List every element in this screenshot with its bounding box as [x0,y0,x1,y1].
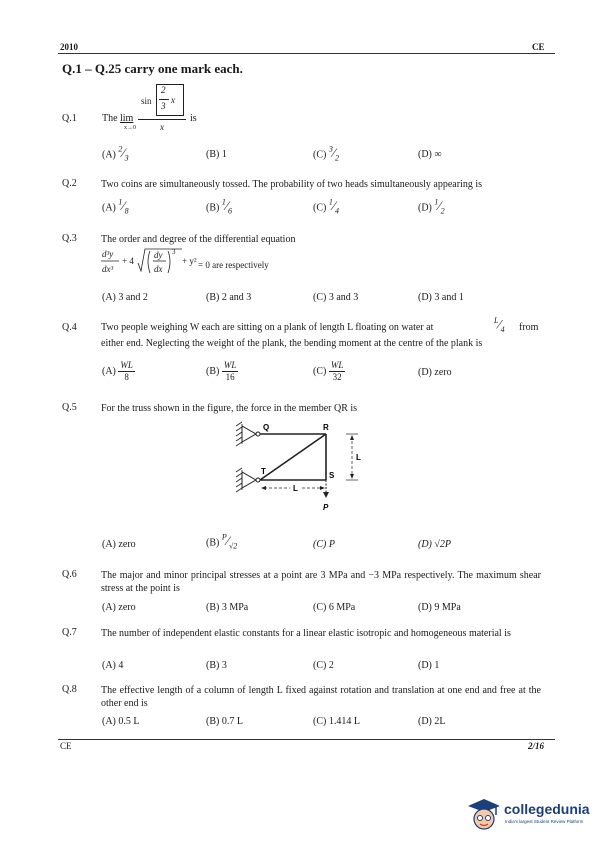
option-b: (B) 3 MPa [206,602,249,613]
q1-lim-sub: x→0 [124,125,136,131]
q3-equation-tail: = 0 are respectively [198,260,269,270]
section-title: Q.1 – Q.25 carry one mark each. [62,61,243,76]
option-a: (A) $^1⁄_8$ [102,198,129,216]
graduate-mascot-icon [466,797,502,833]
svg-text:dy: dy [154,250,163,260]
question-number: Q.8 [62,684,77,695]
option-b: (B) $\frac{WL}{16}$ [206,360,237,382]
question-text: Two people weighing W each are sitting on a plank of length L floating on water at [101,322,434,333]
option-c: (C) $^1⁄_4$ [313,198,340,216]
q1-suffix: is [190,113,197,124]
question-number: Q.6 [62,569,77,580]
option-a: (A) $^2⁄_3$ [102,145,129,163]
option-c: (C) $^3⁄_2$ [313,145,340,163]
option-d: (D) zero [418,367,452,378]
option-c: (C) 3 and 3 [313,292,359,303]
option-d: (D) 1 [418,660,440,671]
q1-lim: lim [120,113,134,124]
option-a: (A) 3 and 2 [102,292,148,303]
question-text: For the truss shown in the figure, the force in the member QR is [101,403,358,414]
svg-text:d³y: d³y [102,249,114,259]
joint-label-q: Q [263,423,270,432]
dimension-vertical-label: L [356,453,361,462]
footer-paper-code: CE [60,741,72,751]
question-number: Q.1 [62,113,77,124]
q1-sin: sin [141,96,152,106]
truss-figure [230,418,370,518]
q1-frac-x: x [171,95,175,105]
question-text: The number of independent elastic constants for a linear elastic isotropic and homogeneous material is [101,628,511,639]
option-b: (B) 3 [206,660,227,671]
option-d: (D) 2L [418,716,446,727]
q4-text-from: from [519,322,539,333]
option-a: (A) zero [102,602,136,613]
option-d: (D) √2P [418,539,451,550]
svg-text:dx³: dx³ [102,264,114,274]
q1-frac-den: 3 [161,101,166,111]
load-label-p: P [323,503,329,512]
option-b: (B) 2 and 3 [206,292,252,303]
svg-text:3: 3 [172,248,176,256]
question-number: Q.4 [62,322,77,333]
question-text: The effective length of a column of length L fixed against rotation and translation at one end and free at the other end is [101,685,541,709]
footer-page-number: 2/16 [528,741,545,751]
option-d: (D) $^1⁄_2$ [418,198,445,216]
option-c: (C) $\frac{WL}{32}$ [313,360,344,382]
question-text: Two coins are simultaneously tossed. The probability of two heads simultaneously appearing is [101,179,482,190]
question-number: Q.2 [62,178,77,189]
option-b: (B) 1 [206,149,227,160]
option-c: (C) 1.414 L [313,716,360,727]
svg-text:dx: dx [154,264,163,274]
question-number: Q.7 [62,627,77,638]
question-number: Q.3 [62,233,77,244]
q1-inner-fraction-bar [159,99,169,100]
header-year: 2010 [60,42,78,52]
joint-label-r: R [323,423,329,432]
collegedunia-logo [466,795,590,835]
joint-label-t: T [261,467,266,476]
question-text: The order and degree of the differential equation [101,234,296,245]
option-b: (B) 0.7 L [206,716,243,727]
option-d: (D) ∞ [418,149,442,160]
option-c: (C) 6 MPa [313,602,356,613]
footer-rule [58,739,555,740]
option-a: (A) 0.5 L [102,716,140,727]
option-a: (A) zero [102,539,136,550]
svg-text:+ 4: + 4 [122,256,134,266]
option-d: (D) 9 MPa [418,602,461,613]
option-b: (B) $^P⁄_{√2}$ [206,533,238,551]
option-c: (C) 2 [313,660,334,671]
q1-prefix: The [102,113,118,124]
logo-tagline: India's largest Student Review Platform [505,819,584,824]
q1-main-fraction-bar [138,119,186,120]
option-c: (C) P [313,539,335,550]
header-rule [58,53,555,54]
q4-fraction: $^L⁄_4$ [494,316,505,334]
option-b: (B) $^1⁄_6$ [206,198,233,216]
q1-den-x: x [160,122,164,132]
svg-text:+ y²: + y² [182,256,197,266]
option-a: (A) 4 [102,660,124,671]
logo-wordmark: collegedunia [504,801,590,817]
question-text: The major and minor principal stresses at a point are 3 MPa and −3 MPa respectively. The maximum shear stress at the point is [101,570,541,594]
dimension-horizontal-label: L [293,484,298,493]
q1-frac-num: 2 [161,85,166,95]
header-paper-code: CE [532,42,545,52]
joint-label-s: S [329,471,335,480]
question-number: Q.5 [62,402,77,413]
option-d: (D) 3 and 1 [418,292,464,303]
option-a: (A) $\frac{WL}{8}$ [102,360,133,382]
question-text-continued: either end. Neglecting the weight of the plank, the bending moment at the centre of the plank is [101,338,483,349]
